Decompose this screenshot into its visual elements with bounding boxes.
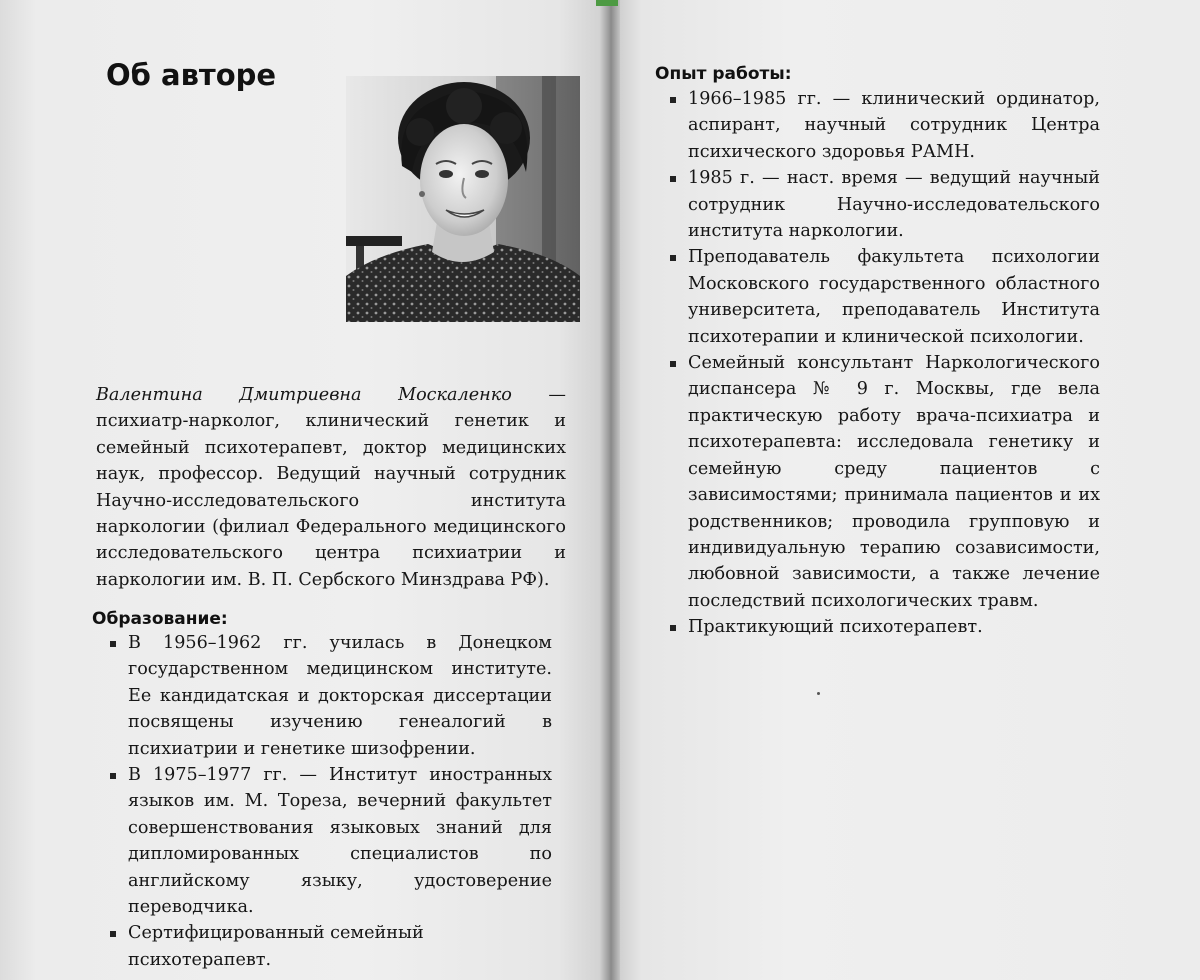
experience-list xyxy=(660,86,1100,641)
experience-heading: Опыт работы: xyxy=(655,64,792,84)
list-item: Преподаватель факультета психологии Московского государственного областного университета, преподаватель Института психотерапии и клинической психологии. xyxy=(660,244,1100,350)
list-item: 1985 г. — наст. время — ведущий научный сотрудник Научно-исследовательского института наркологии. xyxy=(660,165,1100,244)
author-photo xyxy=(346,76,580,322)
list-item: Сертифицированный семейный психотерапевт. xyxy=(100,920,552,973)
paper-speck xyxy=(817,692,820,695)
author-name: Валентина Дмитриевна Москаленко xyxy=(96,385,512,405)
book-gutter xyxy=(600,0,620,980)
education-list xyxy=(100,630,552,973)
page-title: Об авторе xyxy=(106,58,277,92)
list-item: В 1975–1977 гг. — Институт иностранных языков им. М. Тореза, вечерний факультет совершенствования языковых знаний для дипломированных специалистов по английскому языку, удостоверение переводчика. xyxy=(100,762,552,920)
list-item: Практикующий психотерапевт. xyxy=(660,614,1100,640)
list-item: В 1956–1962 гг. училась в Донецком государственном медицинском институте. Ее кандидатская и докторская диссертации посвящены изучению генеалогий в психиатрии и генетике шизофрении. xyxy=(100,630,552,762)
bio-text: — психиатр-нарколог, клинический генетик и семейный психотерапевт, доктор медицинских наук, профессор. Ведущий научный сотрудник Научно-исследовательского института наркологии (филиал Федерального медицинского исследовательского центра психиатрии и наркологии им. В. П. Сербского Минздрава РФ). xyxy=(96,385,567,590)
cover-edge xyxy=(596,0,618,6)
education-heading: Образование: xyxy=(92,609,228,629)
list-item: 1966–1985 гг. — клинический ординатор, аспирант, научный сотрудник Центра психического здоровья РАМН. xyxy=(660,86,1100,165)
list-item: Семейный консультант Наркологического диспансера № 9 г. Москвы, где вела практическую работу врача-психиатра и психотерапевта: исследовала генетику и семейную среду пациентов с зависимостями; принимала пациентов и их родственников; проводила групповую и индивидуальную терапию созависимости, любовной зависимости, а также лечение последствий психологических травм. xyxy=(660,350,1100,614)
author-bio xyxy=(96,382,566,593)
